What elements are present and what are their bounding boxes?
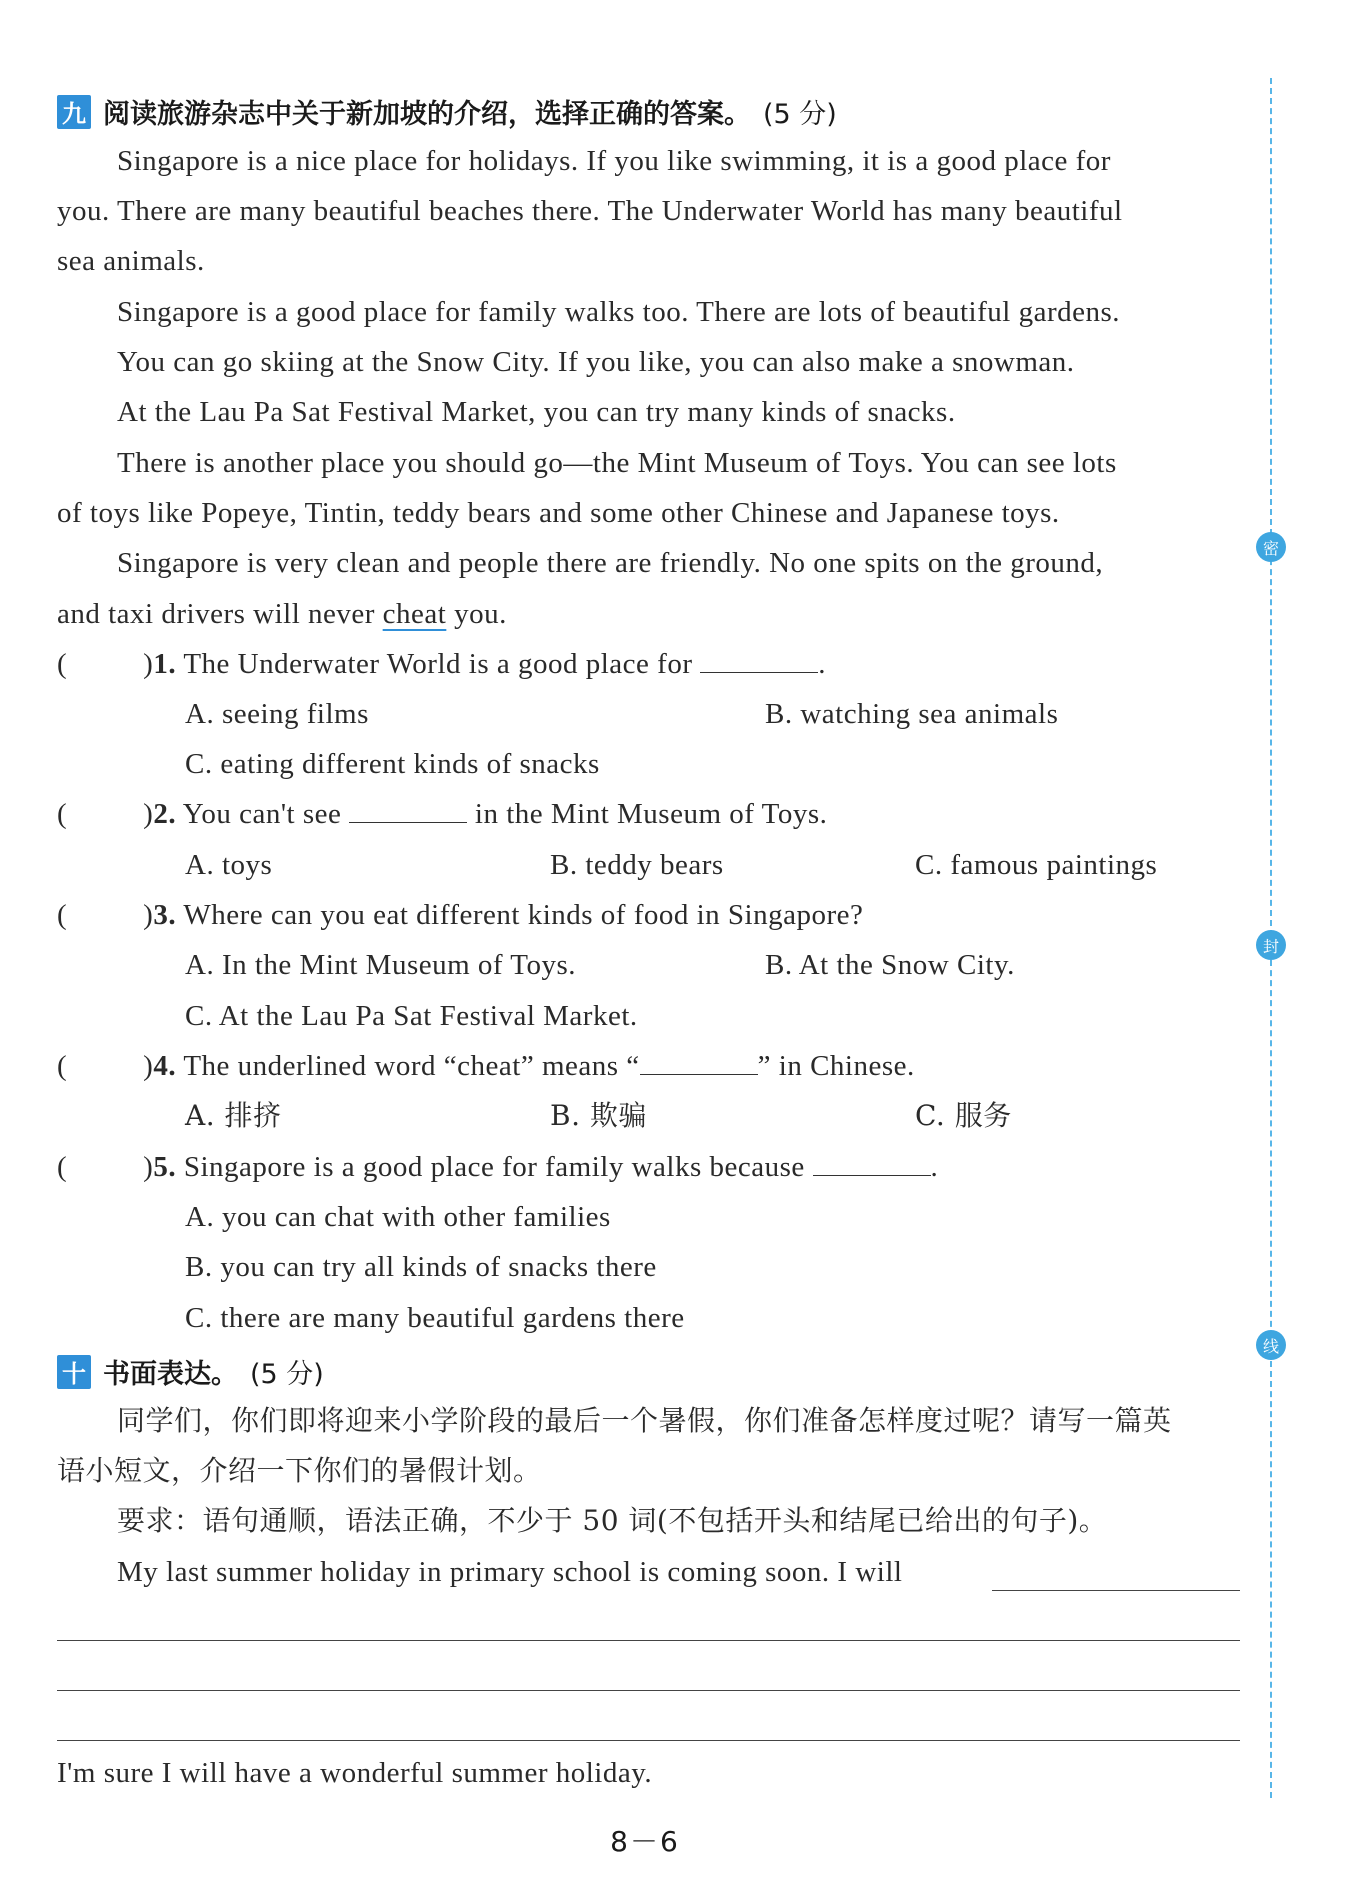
option-b: B. 欺骗 <box>550 1099 647 1132</box>
passage-line: There is another place you should go—the Mint Museum of Toys. You can see lots <box>117 447 1117 479</box>
passage-line: Singapore is a good place for family walks too. There are lots of beautiful gardens. <box>117 296 1121 328</box>
question-number: 2. <box>153 798 177 830</box>
question-text-end: ” in Chinese. <box>757 1050 915 1082</box>
option-c: C. eating different kinds of snacks <box>185 748 600 780</box>
section-10-header <box>57 1352 324 1391</box>
question-number: 1. <box>153 648 177 680</box>
answer-paren-open: ( <box>57 648 68 680</box>
answer-blank[interactable] <box>813 1149 931 1176</box>
question-text-end: . <box>818 648 826 680</box>
section-10-score: (5 分) <box>250 1359 324 1390</box>
question-text: The Underwater World is a good place for <box>183 648 701 680</box>
writing-line[interactable] <box>57 1640 1240 1641</box>
option-b: B. teddy bears <box>550 849 724 881</box>
passage-line: Singapore is very clean and people there are friendly. No one spits on the ground, <box>117 547 1104 579</box>
passage-line: you. There are many beautiful beaches there. The Underwater World has many beautiful <box>57 195 1123 227</box>
writing-closing-sentence: I'm sure I will have a wonderful summer holiday. <box>57 1757 653 1789</box>
passage-last-line <box>57 596 507 632</box>
option-c: C. 服务 <box>915 1099 1012 1132</box>
question-3 <box>57 897 863 933</box>
section-10-badge: 十 <box>57 1355 91 1389</box>
section-10-title: 书面表达。 <box>103 1359 238 1390</box>
option-c: C. At the Lau Pa Sat Festival Market. <box>185 1000 638 1032</box>
writing-prompt: 语小短文，介绍一下你们的暑假计划。 <box>57 1454 542 1487</box>
answer-paren-close: ) <box>143 1151 154 1183</box>
writing-opening-sentence: My last summer holiday in primary school is coming soon. I will <box>117 1556 903 1588</box>
page-number: 8－6 <box>610 1825 680 1858</box>
passage-line: Singapore is a nice place for holidays. If you like swimming, it is a good place for <box>117 145 1111 177</box>
section-9-title: 阅读旅游杂志中关于新加坡的介绍，选择正确的答案。 <box>103 99 751 130</box>
writing-line[interactable] <box>57 1740 1240 1741</box>
answer-blank[interactable] <box>700 646 818 673</box>
passage-line: sea animals. <box>57 245 205 277</box>
passage-line: You can go skiing at the Snow City. If you like, you can also make a snowman. <box>117 346 1075 378</box>
question-text-end: . <box>930 1151 939 1183</box>
question-5 <box>57 1149 938 1185</box>
option-c: C. there are many beautiful gardens there <box>185 1302 685 1334</box>
answer-paren-close: ) <box>143 1050 154 1082</box>
answer-paren-close: ) <box>143 648 154 680</box>
option-a: A. you can chat with other families <box>185 1201 611 1233</box>
writing-blank-first[interactable] <box>992 1590 1240 1591</box>
seal-mark: 密 <box>1256 532 1286 562</box>
answer-blank[interactable] <box>640 1048 758 1075</box>
option-a: A. In the Mint Museum of Toys. <box>185 949 577 981</box>
section-9-score: (5 分) <box>763 99 837 130</box>
answer-paren-open: ( <box>57 1050 68 1082</box>
seal-mark: 封 <box>1256 930 1286 960</box>
question-1 <box>57 646 826 682</box>
question-number: 3. <box>153 899 177 931</box>
option-a: A. seeing films <box>185 698 369 730</box>
question-4 <box>57 1048 915 1084</box>
writing-requirement: 要求：语句通顺，语法正确，不少于 50 词(不包括开头和结尾已给出的句子)。 <box>117 1504 1108 1537</box>
option-a: A. toys <box>185 849 273 881</box>
passage-line: of toys like Popeye, Tintin, teddy bears and some other Chinese and Japanese toys. <box>57 497 1060 529</box>
underlined-word-cheat: cheat <box>382 598 447 630</box>
question-text-end: in the Mint Museum of Toys. <box>467 798 828 830</box>
question-text: Where can you eat different kinds of food in Singapore? <box>183 899 864 931</box>
question-number: 4. <box>153 1050 177 1082</box>
section-9-header <box>57 92 837 131</box>
answer-paren-open: ( <box>57 1151 68 1183</box>
answer-paren-open: ( <box>57 798 68 830</box>
question-text: You can't see <box>182 798 350 830</box>
writing-line[interactable] <box>57 1690 1240 1691</box>
seal-mark: 线 <box>1256 1330 1286 1360</box>
option-a: A. 排挤 <box>185 1099 282 1132</box>
answer-paren-open: ( <box>57 899 68 931</box>
passage-text: you. <box>446 598 507 630</box>
answer-paren-close: ) <box>143 798 154 830</box>
option-b: B. watching sea animals <box>765 698 1059 730</box>
option-b: B. you can try all kinds of snacks there <box>185 1251 657 1283</box>
answer-paren-close: ) <box>143 899 154 931</box>
question-text: Singapore is a good place for family walks because <box>183 1151 813 1183</box>
section-9-badge: 九 <box>57 95 91 129</box>
writing-prompt: 同学们，你们即将迎来小学阶段的最后一个暑假，你们准备怎样度过呢？请写一篇英 <box>117 1404 1172 1437</box>
answer-blank[interactable] <box>349 796 467 823</box>
question-number: 5. <box>153 1151 177 1183</box>
option-c: C. famous paintings <box>915 849 1158 881</box>
passage-text: and taxi drivers will never <box>57 598 383 630</box>
question-2 <box>57 796 827 832</box>
question-text: The underlined word “cheat” means “ <box>183 1050 640 1082</box>
passage-line: At the Lau Pa Sat Festival Market, you can try many kinds of snacks. <box>117 396 956 428</box>
option-b: B. At the Snow City. <box>765 949 1015 981</box>
